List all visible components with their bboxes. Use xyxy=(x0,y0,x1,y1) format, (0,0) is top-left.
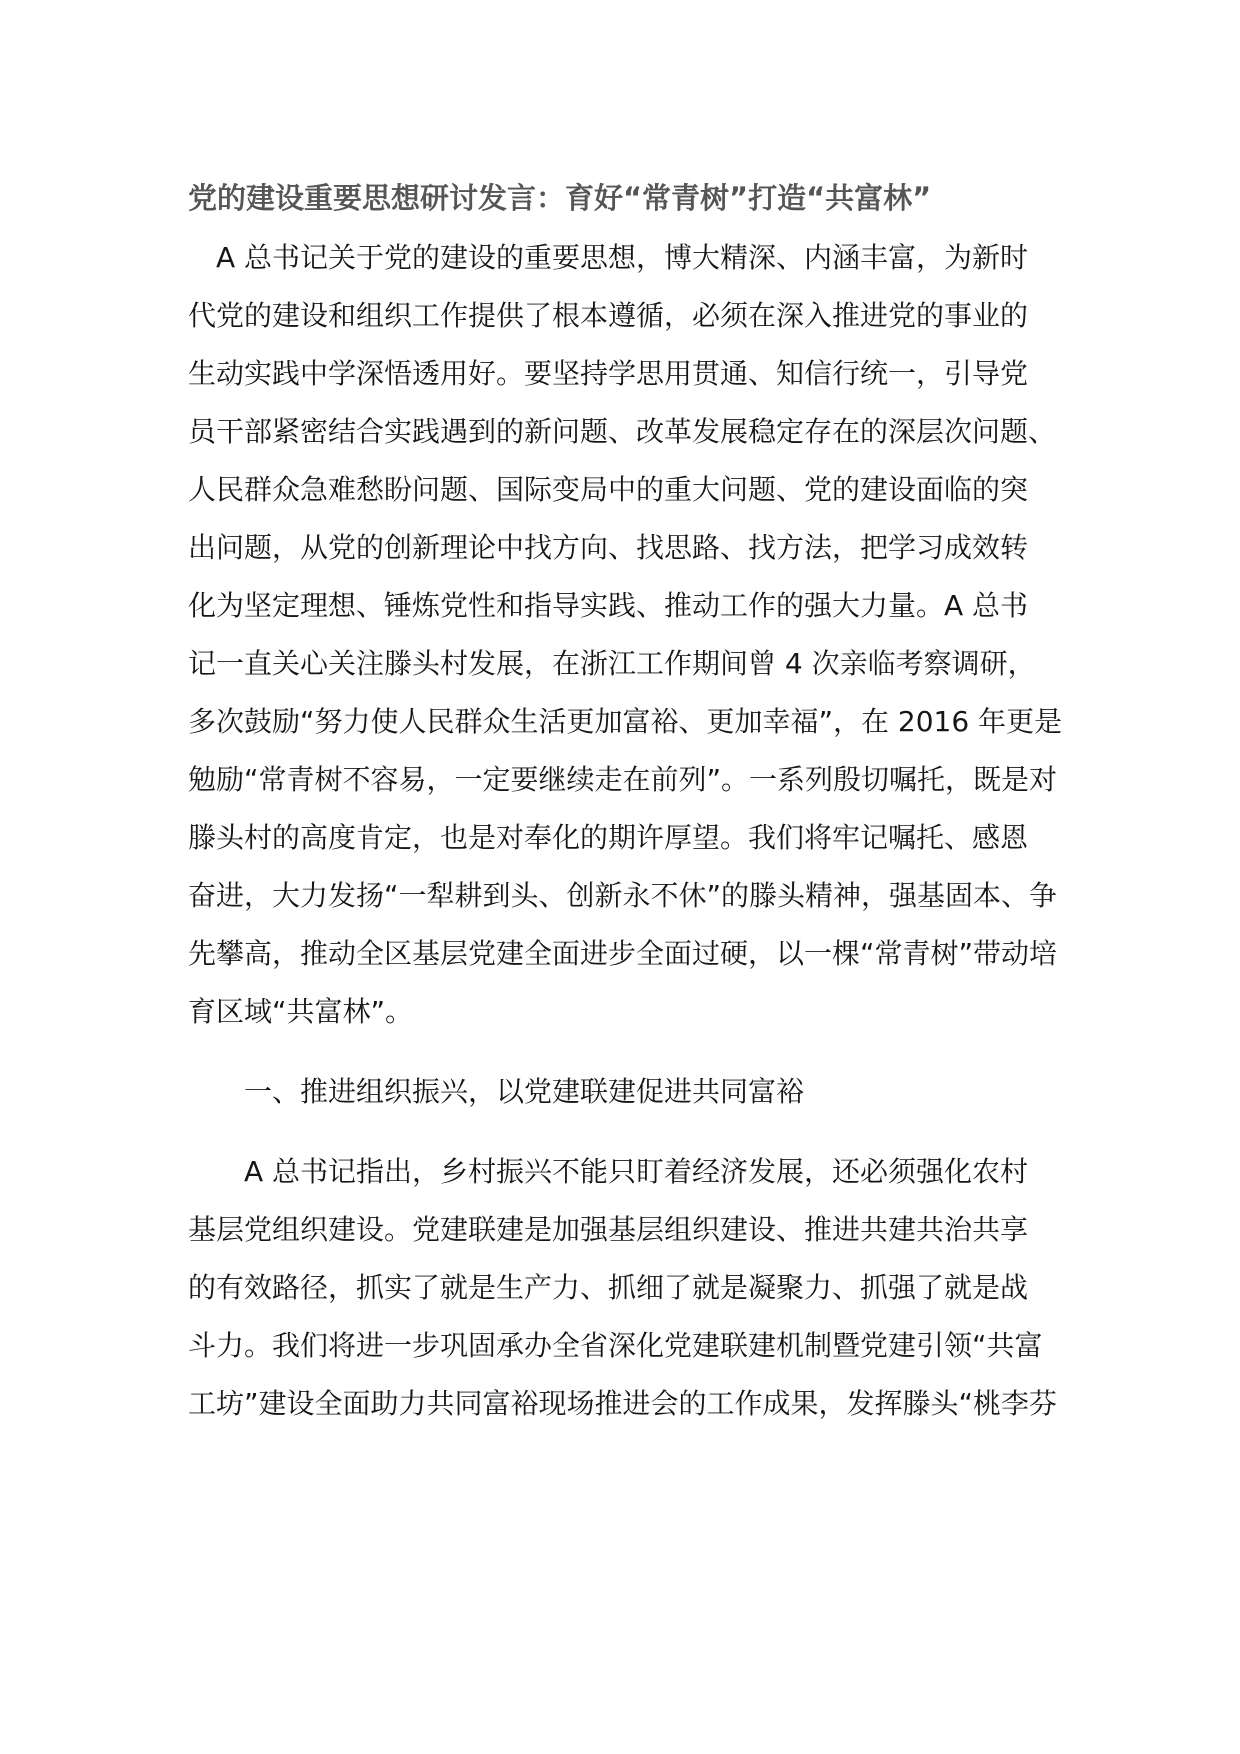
paragraph-line: 勉励“常青树不容易，一定要继续走在前列”。一系列殷切嘱托，既是对 xyxy=(188,763,1058,796)
paragraph-line: 生动实践中学深悟透用好。要坚持学思用贯通、知信行统一，引导党 xyxy=(188,357,1029,390)
paragraph-line: 滕头村的高度肯定，也是对奉化的期许厚望。我们将牢记嘱托、感恩 xyxy=(188,821,1029,854)
paragraph-line: A 总书记关于党的建设的重要思想，博大精深、内涵丰富，为新时 xyxy=(216,241,1029,274)
paragraph-line: 先攀高，推动全区基层党建全面进步全面过硬，以一棵“常青树”带动培 xyxy=(188,937,1058,970)
paragraph-line: 员干部紧密结合实践遇到的新问题、改革发展稳定存在的深层次问题、 xyxy=(188,415,1057,448)
document-title: 党的建设重要思想研讨发言：育好“常青树”打造“共富林” xyxy=(188,181,932,215)
paragraph-line: 育区域“共富林”。 xyxy=(188,995,414,1028)
paragraph-line: 出问题，从党的创新理论中找方向、找思路、找方法，把学习成效转 xyxy=(188,531,1029,564)
section-heading: 一、推进组织振兴，以党建联建促进共同富裕 xyxy=(244,1075,805,1108)
paragraph-line: 记一直关心关注滕头村发展，在浙江工作期间曾 4 次亲临考察调研， xyxy=(188,647,1036,680)
paragraph-line: 基层党组织建设。党建联建是加强基层组织建设、推进共建共治共享 xyxy=(188,1213,1029,1246)
paragraph-line: 的有效路径，抓实了就是生产力、抓细了就是凝聚力、抓强了就是战 xyxy=(188,1271,1029,1304)
paragraph-line: 多次鼓励“努力使人民群众生活更加富裕、更加幸福”，在 2016 年更是 xyxy=(188,705,1063,738)
paragraph-line: 化为坚定理想、锤炼党性和指导实践、推动工作的强大力量。A 总书 xyxy=(188,589,1029,622)
paragraph-line: A 总书记指出，乡村振兴不能只盯着经济发展，还必须强化农村 xyxy=(244,1155,1029,1188)
paragraph-line: 奋进，大力发扬“一犁耕到头、创新永不休”的滕头精神，强基固本、争 xyxy=(188,879,1058,912)
paragraph-line: 代党的建设和组织工作提供了根本遵循，必须在深入推进党的事业的 xyxy=(188,299,1029,332)
paragraph-line: 人民群众急难愁盼问题、国际变局中的重大问题、党的建设面临的突 xyxy=(188,473,1029,506)
paragraph-line: 斗力。我们将进一步巩固承办全省深化党建联建机制暨党建引领“共富 xyxy=(188,1329,1043,1362)
paragraph-line: 工坊”建设全面助力共同富裕现场推进会的工作成果，发挥滕头“桃李芬 xyxy=(188,1387,1058,1420)
